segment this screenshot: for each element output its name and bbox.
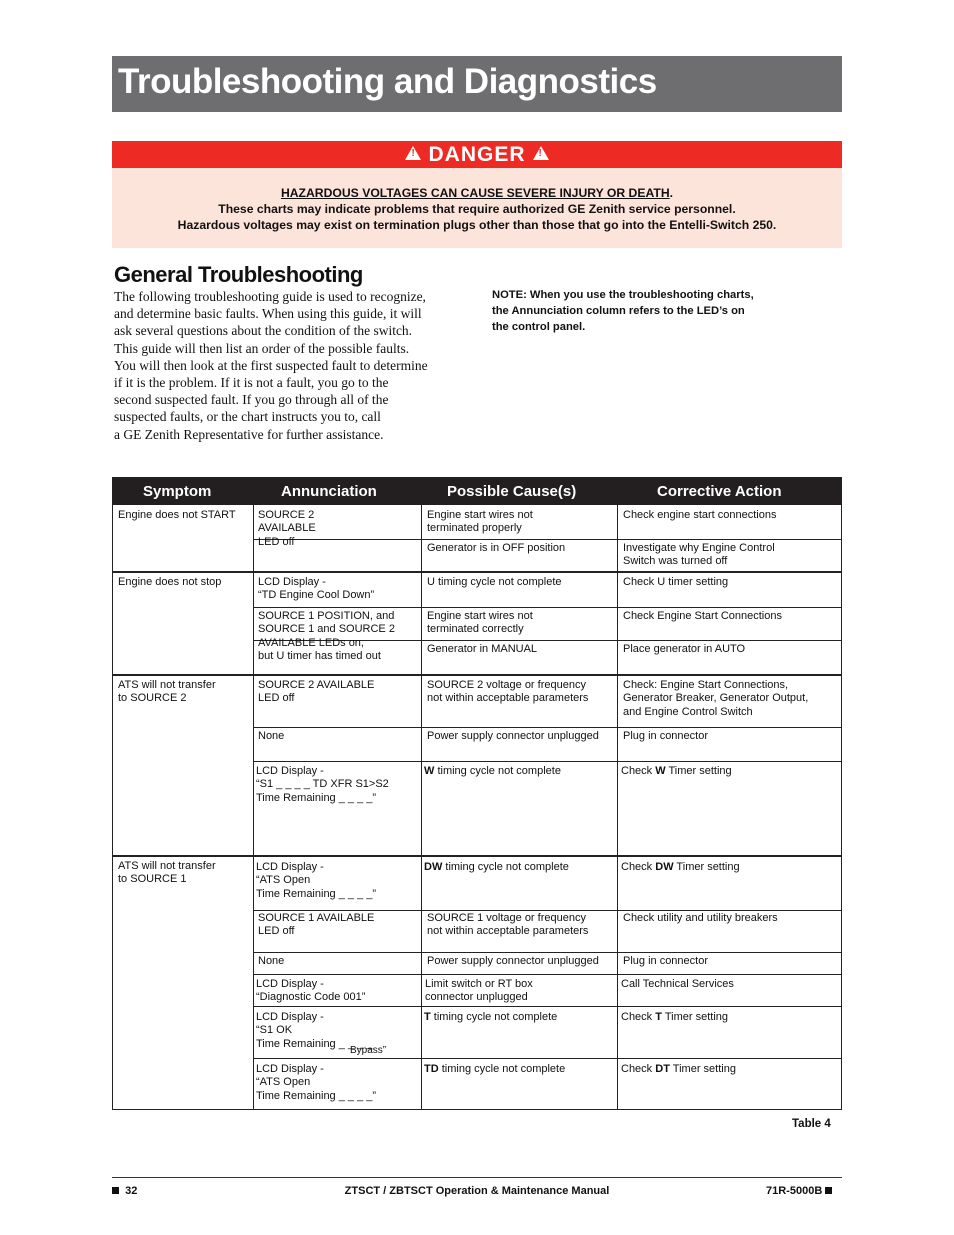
action-text: Timer setting: [665, 765, 732, 777]
group-divider: [113, 571, 841, 573]
row-divider: [253, 1058, 841, 1059]
column-divider: [253, 505, 254, 1109]
cause-cell: SOURCE 2 voltage or frequency not within acceptable parameters: [427, 679, 589, 705]
troubleshooting-table: [112, 505, 842, 1110]
group-divider: [113, 674, 841, 676]
annunciation-cell: LCD Display - “Diagnostic Code 001”: [256, 978, 366, 1004]
timer-code: T: [424, 1011, 431, 1023]
note: [492, 287, 832, 335]
row-divider: [253, 910, 841, 911]
annunciation-cell: None: [258, 955, 285, 967]
annunciation-cell: SOURCE 1 AVAILABLE LED off: [258, 912, 375, 938]
header-action: Corrective Action: [657, 483, 782, 500]
table-caption: Table 4: [792, 1118, 831, 1130]
cause-cell: [424, 861, 569, 874]
symptom-cell: ATS will not transfer to SOURCE 2: [118, 679, 216, 705]
annunciation-cell: SOURCE 2 AVAILABLE LED off: [258, 509, 316, 548]
timer-code: DW: [655, 861, 674, 873]
cause-cell: [424, 1063, 565, 1076]
timer-code: T: [655, 1011, 662, 1023]
action-cell: Check engine start connections: [623, 509, 777, 521]
cause-cell: Power supply connector unplugged: [427, 955, 599, 967]
intro-line: This guide will then list an order of the possible faults.: [114, 340, 410, 356]
action-cell: Check utility and utility breakers: [623, 912, 778, 924]
timer-code: DW: [424, 861, 443, 873]
action-cell: [621, 1063, 736, 1076]
row-divider: [253, 539, 841, 540]
symptom-cell: ATS will not transfer to SOURCE 1: [118, 860, 216, 886]
timer-code: DT: [655, 1063, 670, 1075]
action-cell: [621, 765, 732, 778]
danger-label: DANGER: [428, 143, 526, 166]
annunciation-cell: SOURCE 1 POSITION, and SOURCE 1 and SOURCE 2 AVAILABLE LEDs on, but U timer has timed out: [258, 610, 395, 663]
cause-cell: U timing cycle not complete: [427, 576, 562, 588]
note-line: the Annunciation column refers to the LED’s on: [492, 305, 745, 317]
action-prefix: Check: [621, 765, 656, 777]
annunciation-bypass: Bypass”: [350, 1045, 387, 1056]
cause-cell: Generator in MANUAL: [427, 643, 538, 655]
section-heading: General Troubleshooting: [114, 262, 363, 287]
action-text: Timer setting: [661, 1011, 729, 1023]
intro-line: and determine basic faults. When using this guide, it will: [114, 306, 422, 322]
row-divider: [253, 761, 841, 762]
annunciation-cell: SOURCE 2 AVAILABLE LED off: [258, 679, 375, 705]
row-divider: [253, 727, 841, 728]
cause-cell: [424, 1011, 557, 1024]
timer-code: W: [655, 765, 666, 777]
intro-paragraph: [114, 288, 464, 443]
page-title: Troubleshooting and Diagnostics: [118, 62, 657, 101]
action-cell: Call Technical Services: [621, 978, 734, 990]
intro-line: if it is the problem. If it is not a fault, you go to the: [114, 375, 389, 391]
action-cell: [621, 1011, 728, 1024]
row-divider: [253, 607, 841, 608]
group-divider: [113, 855, 841, 857]
action-cell: Investigate why Engine Control Switch was turned off: [623, 542, 775, 568]
symptom-cell: Engine does not stop: [118, 576, 222, 588]
cause-cell: [424, 765, 561, 778]
action-prefix: Check: [621, 861, 656, 873]
danger-headline-period: .: [669, 186, 674, 200]
header-causes: Possible Cause(s): [447, 483, 577, 500]
cause-cell: SOURCE 1 voltage or frequency not within acceptable parameters: [427, 912, 589, 938]
danger-banner: [112, 141, 842, 168]
cause-cell: Engine start wires not terminated correctly: [427, 610, 533, 636]
warning-triangle-icon: [405, 146, 421, 160]
doc-number: 71R-5000B: [766, 1185, 823, 1197]
annunciation-cell: LCD Display - “ATS Open Time Remaining _ _ _ _”: [256, 1063, 377, 1102]
timer-code: W: [424, 765, 435, 777]
action-prefix: Check: [621, 1063, 656, 1075]
annunciation-cell: LCD Display - “TD Engine Cool Down”: [258, 576, 375, 602]
cause-cell: Generator is in OFF position: [427, 542, 566, 554]
cause-text: timing cycle not complete: [438, 1063, 566, 1075]
intro-line: a GE Zenith Representative for further assistance.: [114, 426, 384, 442]
danger-line-3: Hazardous voltages may exist on termination plugs other than those that go into the Entelli-Switch 250.: [177, 218, 777, 232]
intro-line: suspected faults, or the chart instructs you to, call: [114, 409, 381, 425]
action-cell: [621, 861, 740, 874]
danger-headline: HAZARDOUS VOLTAGES CAN CAUSE SEVERE INJURY OR DEATH: [280, 186, 670, 200]
annunciation-cell: LCD Display - “ATS Open Time Remaining _ _ _ _”: [256, 861, 377, 900]
intro-line: You will then look at the first suspected fault to determine: [114, 357, 428, 373]
row-divider: [253, 1006, 841, 1007]
action-text: Timer setting: [669, 1063, 736, 1075]
action-prefix: Check: [621, 1011, 656, 1023]
note-line: the control panel.: [492, 321, 586, 333]
cause-cell: Power supply connector unplugged: [427, 730, 599, 742]
action-cell: Check: Engine Start Connections, Generator Breaker, Generator Output, and Engine Control Switch: [623, 679, 809, 718]
timer-code: TD: [424, 1063, 439, 1075]
row-divider: [253, 952, 841, 953]
warning-triangle-icon: [533, 146, 549, 160]
column-divider: [421, 505, 422, 1109]
table-header: [112, 477, 842, 505]
action-cell: Plug in connector: [623, 730, 708, 742]
intro-line: second suspected fault. If you go through all of the: [114, 392, 389, 408]
cause-text: timing cycle not complete: [442, 861, 569, 873]
page-number: 32: [125, 1185, 138, 1197]
action-cell: Check U timer setting: [623, 576, 729, 588]
title-bar: [112, 56, 842, 112]
intro-line: ask several questions about the condition of the switch.: [114, 323, 413, 339]
danger-line-2: These charts may indicate problems that require authorized GE Zenith service personnel.: [218, 202, 736, 216]
symptom-cell: Engine does not START: [118, 509, 236, 521]
danger-message: [112, 168, 842, 248]
header-annunciation: Annunciation: [281, 483, 377, 500]
cause-text: timing cycle not complete: [434, 765, 561, 777]
square-bullet-icon: [825, 1187, 832, 1194]
action-text: Timer setting: [673, 861, 740, 873]
intro-line: The following troubleshooting guide is used to recognize,: [114, 289, 426, 304]
row-divider: [253, 974, 841, 975]
column-divider: [617, 505, 618, 1109]
action-cell: Check Engine Start Connections: [623, 610, 782, 622]
action-cell: Plug in connector: [623, 955, 708, 967]
note-line: NOTE: When you use the troubleshooting charts,: [492, 289, 754, 301]
annunciation-cell: None: [258, 730, 285, 742]
cause-text: timing cycle not complete: [430, 1011, 558, 1023]
action-cell: Place generator in AUTO: [623, 643, 746, 655]
header-symptom: Symptom: [143, 483, 212, 500]
cause-cell: Engine start wires not terminated properly: [427, 509, 533, 535]
cause-cell: Limit switch or RT box connector unplugged: [425, 978, 533, 1004]
footer-manual-title: ZTSCT / ZBTSCT Operation & Maintenance Manual: [344, 1185, 610, 1197]
footer-doc: [766, 1185, 832, 1197]
footer-rule: [112, 1177, 842, 1178]
annunciation-cell: LCD Display - “S1 OK Time Remaining _ _ _ _: [256, 1011, 373, 1050]
annunciation-cell: LCD Display - “S1 _ _ _ _ TD XFR S1>S2 Time Remaining _ _ _ _”: [256, 765, 389, 804]
